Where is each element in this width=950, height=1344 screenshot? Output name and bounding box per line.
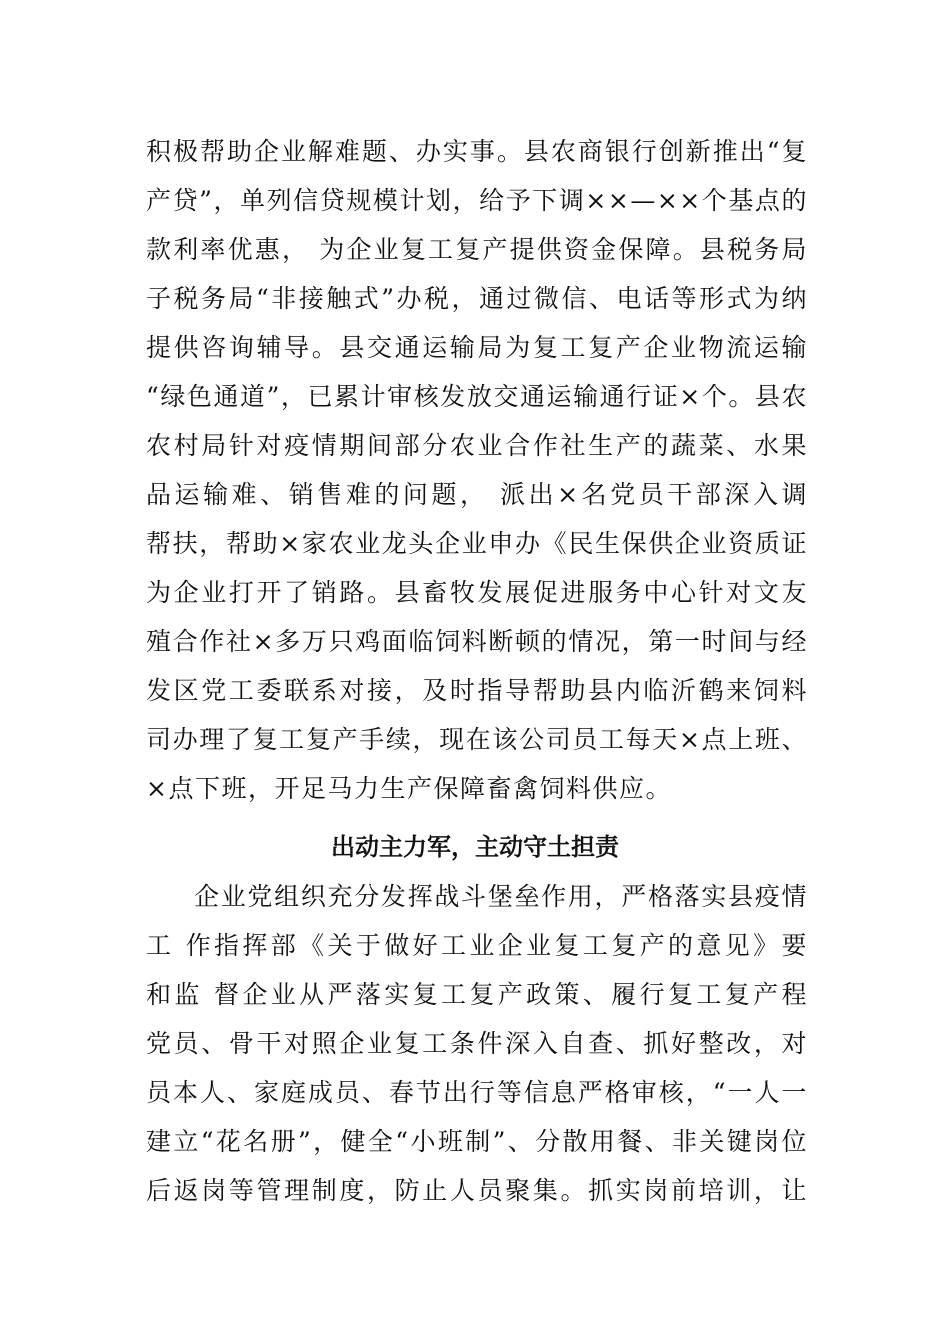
paragraph-line: 产贷”，单列信贷规模计划，给予下调××—××个基点的 (146, 186, 808, 215)
paragraph-line: 建立“花名册”，健全“小班制”、分散用餐、非关键岗位 (146, 1127, 808, 1156)
paragraph-line: 帮扶，帮助×家农业龙头企业申办《民生保供企业资质证 (146, 529, 808, 558)
section-heading: 出动主力军，主动守土担责 (331, 833, 619, 861)
paragraph-line: 提供咨询辅导。县交通运输局为复工复产企业物流运输 (146, 333, 808, 362)
paragraph-line: 和监 督企业从严落实复工复产政策、履行复工复产程 (146, 980, 808, 1009)
paragraph-line: ×点下班，开足马力生产保障畜禽饲料供应。 (146, 774, 672, 803)
paragraph-line: 款利率优惠， 为企业复工复产提供资金保障。县税务局 (146, 235, 808, 264)
paragraph-line: 品运输难、销售难的问题， 派出×名党员干部深入调 (146, 480, 808, 509)
paragraph-line: 农村局针对疫情期间部分农业合作社生产的蔬菜、水果 (146, 431, 808, 460)
paragraph-line: 党员、骨干对照企业复工条件深入自查、抓好整改，对 (146, 1029, 808, 1058)
paragraph-line: 子税务局“非接触式”办税，通过微信、电话等形式为纳 (146, 284, 808, 313)
paragraph-line: 工 作指挥部《关于做好工业企业复工复产的意见》要 (146, 931, 808, 960)
paragraph-line: 发区党工委联系对接，及时指导帮助县内临沂鹤来饲料 (146, 676, 808, 705)
paragraph-line: 积极帮助企业解难题、办实事。县农商银行创新推出“复 (146, 137, 808, 166)
paragraph-line: 后返岗等管理制度，防止人员聚集。抓实岗前培训，让 (146, 1176, 808, 1205)
paragraph-line: 员本人、家庭成员、春节出行等信息严格审核，“一人一 (146, 1078, 808, 1107)
paragraph-line: 企业党组织充分发挥战斗堡垒作用，严格落实县疫情 (194, 882, 808, 911)
paragraph-line: 为企业打开了销路。县畜牧发展促进服务中心针对文友 (146, 578, 808, 607)
paragraph-line: 司办理了复工复产手续，现在该公司员工每天×点上班、 (146, 725, 808, 754)
paragraph-line: “绿色通道”，已累计审核发放交通运输通行证×个。县农 (146, 382, 808, 411)
paragraph-line: 殖合作社×多万只鸡面临饲料断顿的情况，第一时间与经 (146, 627, 808, 656)
